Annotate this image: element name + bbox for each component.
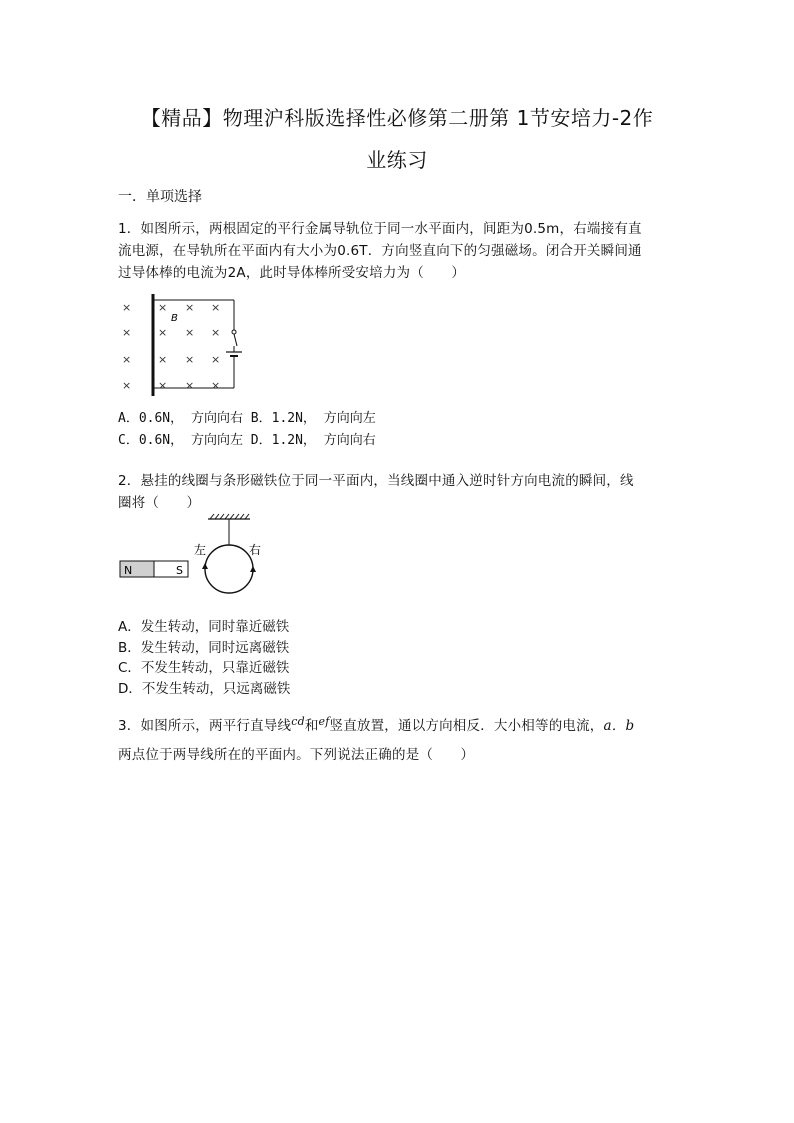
question-2-number: 2．	[118, 473, 141, 489]
field-cross-icon: ×	[158, 379, 168, 392]
field-cross-icon: ×	[185, 353, 195, 366]
right-label: 右	[249, 543, 262, 557]
magnet-s-label: S	[176, 564, 183, 577]
magnet-n-label: N	[124, 564, 133, 577]
question-2-option-c: C．不发生转动，只靠近磁铁	[118, 660, 290, 676]
question-2-option-a: A．发生转动，同时靠近磁铁	[118, 619, 290, 635]
field-cross-icon: ×	[211, 379, 221, 392]
field-cross-icon: ×	[211, 326, 221, 339]
question-1-options-ab: A．0.6N， 方向向右 B．1.2N， 方向向左	[118, 411, 376, 426]
question-1-figure	[115, 290, 245, 400]
section-header: 一．单项选择	[118, 189, 202, 205]
question-2-line1: 悬挂的线圈与条形磁铁位于同一平面内，当线圈中通入逆时针方向电流的瞬间，线	[140, 473, 634, 489]
switch-lever	[234, 334, 237, 346]
field-cross-icon: ×	[122, 379, 132, 392]
field-cross-icon: ×	[185, 379, 195, 392]
switch-icon	[232, 330, 236, 334]
question-2-figure	[118, 512, 278, 602]
question-1-number: 1．	[118, 221, 141, 237]
page-title-line1: 【精品】物理沪科版选择性必修第二册第 1节安培力-2作	[140, 106, 654, 130]
question-2-text	[118, 470, 678, 514]
left-label: 左	[194, 543, 207, 557]
question-3-part2: 和	[304, 718, 319, 734]
field-cross-icon: ×	[211, 301, 221, 314]
question-1-options-cd: C．0.6N， 方向向左 D．1.2N， 方向向右	[118, 433, 376, 448]
points-ab-label: a．b	[603, 718, 635, 734]
question-2-line2: 圈将（ ）	[118, 495, 201, 511]
question-1-line2: 流电源，在导轨所在平面内有大小为0.6T．方向竖直向下的匀强磁场。闭合开关瞬间通	[118, 243, 642, 259]
question-1-line1: 如图所示，两根固定的平行金属导轨位于同一水平面内，间距为0.5m，右端接有直	[140, 221, 642, 237]
question-3-part1: 如图所示，两平行直导线	[140, 718, 292, 734]
question-2-option-d: D．不发生转动，只远离磁铁	[118, 681, 291, 697]
question-3-part3: 竖直放置，通以方向相反．大小相等的电流，	[329, 718, 604, 734]
wire-cd-label: cd	[291, 715, 305, 728]
field-label: B	[171, 313, 178, 324]
ceiling-hatch	[210, 514, 249, 519]
field-cross-icon: ×	[122, 301, 132, 314]
page-title-line2: 业练习	[366, 148, 428, 172]
field-cross-icon: ×	[122, 326, 132, 339]
question-1-line3: 过导体棒的电流为2A，此时导体棒所受安培力为（ ）	[118, 265, 466, 281]
field-cross-icon: ×	[185, 301, 195, 314]
field-cross-icon: ×	[158, 326, 168, 339]
question-1-text	[118, 218, 678, 284]
wire-ef-label: ef	[318, 715, 330, 728]
current-arrow-right	[250, 566, 256, 572]
question-3-text	[118, 712, 678, 769]
field-cross-icon: ×	[122, 353, 132, 366]
question-3-line2: 两点位于两导线所在的平面内。下列说法正确的是（ ）	[118, 747, 475, 763]
field-cross-icon: ×	[185, 326, 195, 339]
field-cross-icon: ×	[158, 353, 168, 366]
field-cross-icon: ×	[211, 353, 221, 366]
question-3-number: 3．	[118, 718, 141, 734]
field-cross-icon: ×	[158, 301, 168, 314]
question-2-option-b: B．发生转动，同时远离磁铁	[118, 640, 290, 656]
coil-loop	[205, 545, 253, 593]
current-arrow-left	[202, 563, 208, 569]
